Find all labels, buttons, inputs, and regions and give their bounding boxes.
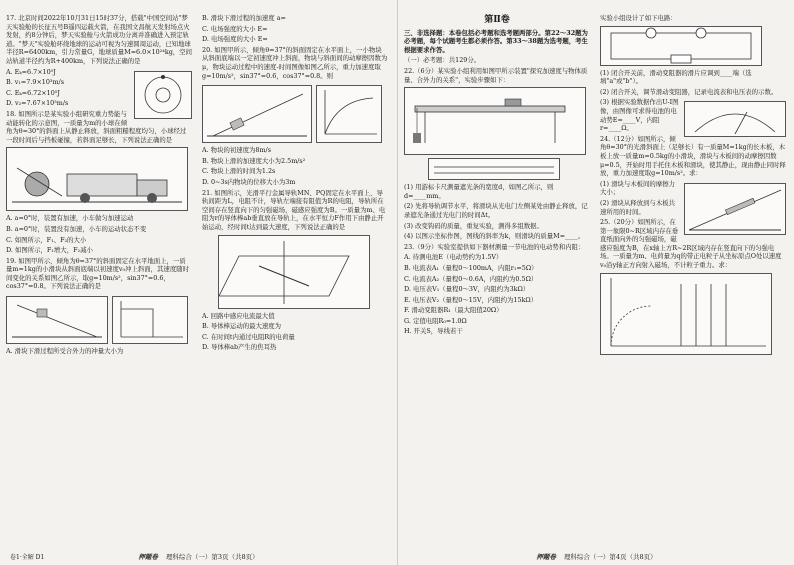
q20-text: 20. 如图甲所示，倾角θ=37°的斜面固定在水平面上，一小物块从斜面底端以一定初速度冲上斜面，物块与斜面间的动摩擦因数为μ，物块运动过程中的速度-时间图像如图乙所示，重力加速度取g=10m/s²，sin37°=0.6，cos37°=0.8。则 [202, 45, 388, 80]
q20-option-d: D. 0~3s内物块的位移大小为3m [202, 177, 296, 186]
vt-graph-b [316, 85, 382, 143]
q17-text: 17. 北京时间2022年10月31日15时37分，搭载"中国空间站"梦天实验舱的长征五号B遥四运载火箭，在我国文昌航天发射场点火发射，约8分钟后，梦天实验舱与火箭成功分离并准确进入预定轨道。"梦天"实验舱环绕地球的运动可视为匀速圆周运动，已知地球半径R=6400km，引力常量G，地球质量M=6.0×10²⁴kg，空间站轨道半径约为R+400km，下列说法正确的是 [6, 14, 192, 65]
right-footer [398, 552, 794, 561]
q18-option-c: C. 如图所示，F₁、F₂的大小 [6, 235, 87, 244]
truck-figure [6, 147, 188, 211]
q21-text: 21. 如图所示，光滑平行金属导轨MN、PQ固定在水平面上，导轨间距为L，电阻不计，导轨左端接有阻值为R的电阻，导轨所在空间存在竖直向下的匀强磁场，磁感应强度为B。一质量为m、电阻为r的导体棒ab垂直放在导轨上，在水平恒力F作用下由静止开始运动，经时间t达到最大速度，下列说法正确的是 [202, 188, 386, 231]
q20-figures [202, 82, 388, 146]
circuit-step-2: (2) 闭合开关，调节滑动变阻器，记录电流表和电压表的示数。 [600, 87, 778, 96]
q24-step-2: (2) 滑块从释放到与木板共速所用的时间。 [600, 198, 675, 216]
slope-figure-a [6, 296, 108, 344]
q20-option-c: C. 物块上滑的时间为1.2s [202, 167, 276, 176]
field-figure [600, 273, 772, 355]
right-brand: 押题卷 [536, 553, 556, 561]
q19-text: 19. 如图甲所示，倾角为θ=37°的斜面固定在水平地面上，一质量m=1kg的小滑块从斜面底端以初速度v₀冲上斜面，其速度随时间变化的关系如图乙所示，取g=10m/s²，sin37°=0.6，cos37°=0.8。下列说法正确的是 [6, 256, 189, 291]
q22-step-1: (1) 用游标卡尺测量遮光条的宽度d，如图乙所示，则d=____mm。 [404, 183, 554, 200]
vt-axes-b [317, 86, 381, 142]
q18-text: 18. 如图所示是某实验小组研究重力势能与动能转化的示意图，一质量为m的小球在倾角为θ=30°的斜面上从静止释放，斜面粗糙程度均匀，小球经过一段时间后与挡板碰撞，若斜面足够长，下列说法正确的是 [6, 109, 187, 144]
plank-diagram [685, 184, 785, 234]
q23-item-e: E. 电压表V₂（量程0～15V，内阻约为15kΩ） [404, 295, 538, 304]
section-title: 第Ⅱ卷 [484, 15, 510, 25]
rails-figure [218, 235, 370, 309]
q19-figures [6, 293, 192, 347]
circuit-step-1: (1) 闭合开关前，滑动变阻器的滑片应调到____端（选填"a"或"b"）。 [600, 68, 752, 86]
left-column-1 [6, 14, 192, 549]
incline-diagram [203, 86, 311, 142]
slope-diagram-a [7, 297, 107, 343]
q17-option-b: B. v₁=7.9×10³m/s [6, 78, 64, 87]
q20-top-option-d: D. 电场强度的大小 E= [202, 35, 268, 44]
q25-text: 25.（20分）如图所示，在第一象限0~R区域内存在垂直纸面向外的匀强磁场，磁感应强度为B，在x轴上方R~2R区域内存在竖直向下的匀强电场。一质量为m、电荷量为q的带正电粒子从坐标原点O处以速度v₀沿y轴正方向射入磁场，不计粒子重力。求： [600, 218, 782, 270]
track-diagram [405, 88, 585, 154]
circuit-intro: 实验小组设计了如下电路： [600, 14, 677, 22]
truck-diagram [7, 148, 187, 210]
vernier-scale [429, 159, 559, 179]
q20-option-b: B. 物块上滑的加速度大小为2.5m/s² [202, 156, 306, 165]
q24-text: 24.（12分）如图所示，倾角θ=30°的光滑斜面上（足够长）有一质量M=1kg的长木板，木板上放一质量m=0.5kg的小滑块，滑块与木板间的动摩擦因数μ=0.5，开始时用手托住木板和滑块，使其静止，现由静止同时释放，重力加速度取g=10m/s²。求： [600, 134, 786, 178]
q20-top-option-c: C. 电场强度的大小 E= [202, 24, 268, 33]
q23-item-f: F. 滑动变阻器R₁（最大阻值20Ω） [404, 306, 503, 315]
q19-option-a: A. 滑块下滑过程所受合外力的冲量大小为 [6, 347, 124, 356]
q23-item-g: G. 定值电阻R₀=1.0Ω [404, 316, 467, 325]
q22-step-2: (2) 先将导轨调节水平，将滑块从光电门左侧某处由静止释放，记录遮光条通过光电门的时间Δt。 [404, 202, 588, 219]
left-footer [0, 552, 397, 561]
meter-dial [685, 102, 785, 136]
q23-item-d: D. 电压表V₁（量程0～3V，内阻约为3kΩ） [404, 285, 530, 294]
q22-step-4: (4) 以图示坐标作图，图线的斜率为k，则滑块的质量M=____。 [404, 232, 585, 241]
left-column-2 [202, 14, 388, 549]
rails-diagram [219, 236, 369, 308]
circuit-step-3: (3) 根据实验数据作出U-I图像，由图像可求得电池的电动势E=____V，内阻r=____Ω。 [600, 98, 679, 133]
q23-item-h: H. 开关S，导线若干 [404, 327, 463, 336]
orbit-diagram [135, 72, 191, 118]
q17-option-a: A. Eₖ=6.7×10⁵J [6, 67, 56, 76]
vt-axes-a [113, 297, 187, 343]
meter-figure [684, 101, 786, 137]
right-page [397, 0, 794, 565]
section-instructions: 三、非选择题：本卷包括必考题和选考题两部分。第22～32题为必考题，每个试题考生都必须作答。第33～38题为选考题，考生根据要求作答。 [404, 28, 588, 54]
orbit-figure [134, 71, 192, 119]
section-subtitle: （一）必考题：共129分。 [404, 56, 481, 65]
q18-option-b: B. a=0°时，装置没有加速，小车的运动状态不变 [6, 224, 147, 233]
right-column-1 [404, 14, 590, 549]
q23-item-b: B. 电流表A₁（量程0～100mA，内阻r₁=5Ω） [404, 263, 538, 272]
q22-step-3: (3) 改变钩码的质量，重复实验，测得多组数据。 [404, 221, 543, 230]
q17-option-d: D. v₂=7.67×10³m/s [6, 99, 69, 108]
circuit-figure [600, 26, 762, 66]
track-figure [404, 87, 586, 155]
q20-option-a: A. 物块的初速度为8m/s [202, 146, 271, 155]
vt-graph-a [112, 296, 188, 344]
q24-step-1: (1) 滑块与木板间的摩擦力大小； [600, 179, 675, 197]
left-footer-text: 理科综合（一）第3页（共8页） [165, 553, 259, 561]
page-stamp: 卷1·全解 D1 [10, 554, 45, 561]
q21-option-c: C. 在时间t内通过电阻R的电荷量 [202, 332, 295, 341]
q23-item-a: A. 待测电池E（电动势约为1.5V） [404, 253, 503, 262]
q17-option-c: C. Eₖ=6.72×10⁵J [6, 88, 60, 97]
q21-option-a: A. 回路中感应电流最大值 [202, 311, 275, 320]
q21-option-d: D. 导体棒ab产生的焦耳热 [202, 343, 277, 352]
circuit-diagram [601, 27, 761, 65]
field-diagram [601, 274, 771, 354]
right-column-2 [600, 14, 786, 549]
q21-option-b: B. 导体棒运动的最大速度为 [202, 322, 282, 331]
vernier-figure [428, 158, 560, 180]
q20-top-option-b: B. 滑块下滑过程的加速度 a= [202, 14, 286, 22]
plank-figure [684, 183, 786, 235]
q18-option-d: D. 如图所示，F₁增大，F₂减小 [6, 246, 93, 255]
q22-text: 22.（6分）某实验小组利用如图甲所示装置"探究加速度与物体质量、合外力的关系"，实验步骤如下： [404, 66, 588, 84]
q23-text: 23.（9分）实验室提供如下器材测量一节电池的电动势和内阻： [404, 242, 585, 251]
incline-figure [202, 85, 312, 143]
right-footer-text: 理科综合（一）第4页（共8页） [563, 553, 657, 561]
q23-item-c: C. 电流表A₂（量程0～0.6A，内阻约为0.5Ω） [404, 274, 538, 283]
q18-option-a: A. a=0°时，装置有加速，小车做匀加速运动 [6, 214, 134, 223]
left-brand: 押题卷 [138, 553, 158, 561]
